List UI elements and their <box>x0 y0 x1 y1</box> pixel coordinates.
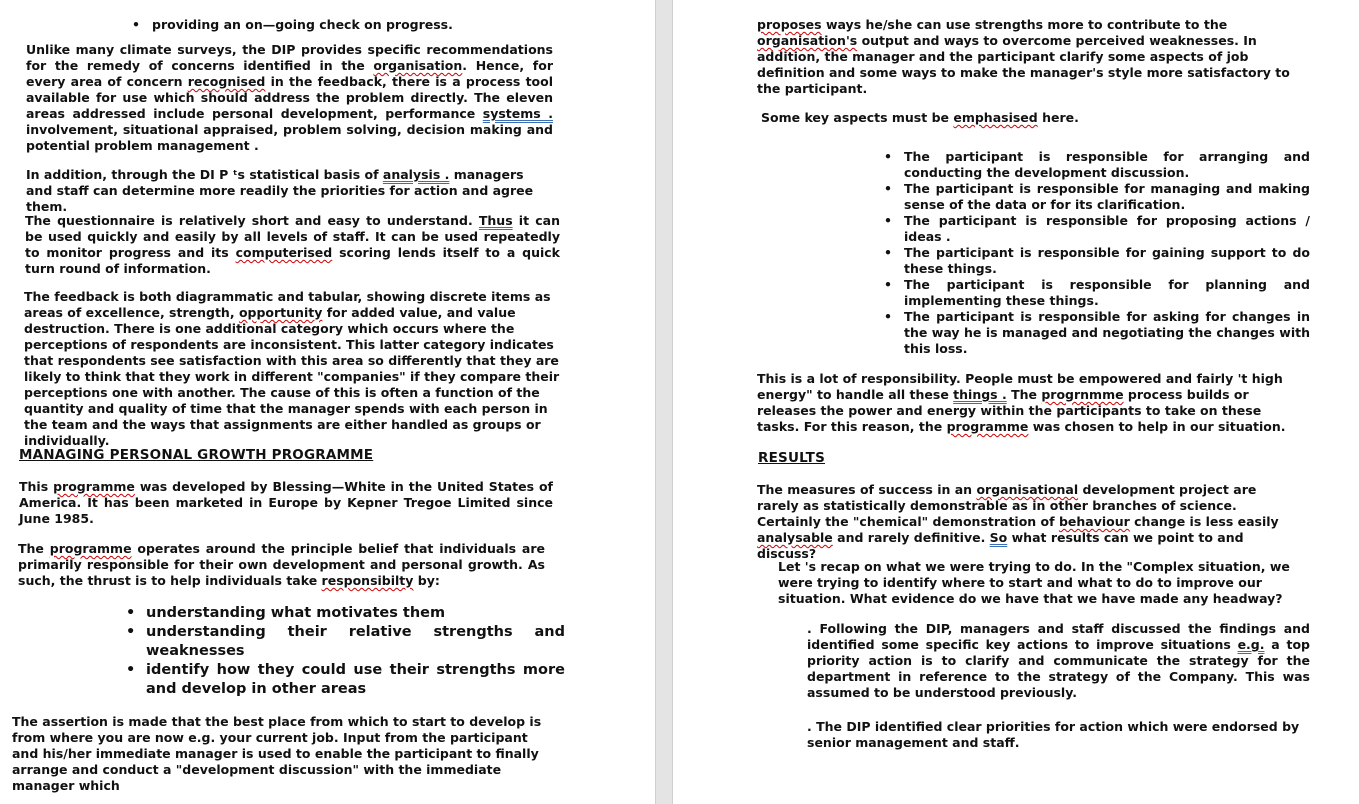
list-item: • understanding their relative strengths and weaknesses <box>124 623 565 661</box>
spell-error[interactable]: computerised <box>235 245 333 260</box>
list-item: • The participant is responsible for proposing actions / ideas . <box>882 213 1310 245</box>
spell-error[interactable]: behaviour <box>1058 514 1130 529</box>
list-item: • The participant is responsible for asking for changes in the way he is managed and negotiating the changes with this loss. <box>882 309 1310 357</box>
section-heading: MANAGING PERSONAL GROWTH PROGRAMME <box>19 447 374 463</box>
paragraph-statistical-basis: In addition, through the DI P ᵗs statistical basis of analysis . managers and staff can determine more readily the priorities for action and agree them. <box>26 167 534 214</box>
section-heading: RESULTS <box>758 450 826 466</box>
spell-error[interactable]: analysable <box>757 530 833 545</box>
paragraph-following-dip: . Following the DIP, managers and staff discussed the findings and identified some specific key actions to improve situations e.g. a top priority action is to clarify and communicate the strategy for the department in reference to the strategy of the Company. This was assumed to be understood previously. <box>807 621 1310 700</box>
grammar-mark[interactable]: So <box>989 530 1008 545</box>
list-item: • providing an on—going check on progress. <box>130 17 550 33</box>
paragraph-programme-history: This programme was developed by Blessing—White in the United States of America. It has been marketed in Europe by Kepner Tregoe Limited since June 1985. <box>19 479 553 526</box>
bullet-list-responsibility <box>124 604 565 699</box>
spell-error[interactable]: programme <box>53 479 135 494</box>
grammar-mark[interactable]: things . <box>953 387 1007 402</box>
paragraph-priorities: . The DIP identified clear priorities for action which were endorsed by senior management and staff. <box>807 719 1300 750</box>
list-item: • identify how they could use their strengths more and develop in other areas <box>124 661 565 699</box>
spell-error[interactable]: organisation's <box>757 33 858 48</box>
spell-error[interactable]: progrnmme <box>1041 387 1124 402</box>
spell-error[interactable]: organisational <box>976 482 1079 497</box>
paragraph-recap: Let 's recap on what we were trying to do. In the "Complex situation, we were trying to identify where to start and what to do to improve our situation. What evidence do we have that we have made any headway? <box>778 559 1290 606</box>
paragraph-proposes: proposes ways he/she can use strengths more to contribute to the organisation's output and ways to overcome perceived weaknesses. In addition, the manager and the participant clarify some aspects of job definition and some ways to make the manager's style more satisfactory to the participant. <box>757 17 1290 96</box>
paragraph-assertion: The assertion is made that the best place from which to start to develop is from where you are now e.g. your current job. Input from the participant and his/her immediate manager is used to enable the participant to finally arrange and conduct a "development discussion" with the immediate manager which <box>12 714 542 793</box>
spell-error[interactable]: organisation <box>373 58 463 73</box>
list-item: • The participant is responsible for planning and implementing these things. <box>882 277 1310 309</box>
bullet-list-top <box>130 17 550 33</box>
paragraph-responsibility: This is a lot of responsibility. People must be empowered and fairly 't high energy" to handle all these things . The progrnmme process builds or releases the power and energy within the participants to take on these tasks. For this reason, the programme was chosen to help in our situation. <box>757 371 1286 434</box>
grammar-mark[interactable]: Thus <box>478 213 513 228</box>
document-page-right <box>673 0 1359 804</box>
page-gutter <box>655 0 673 804</box>
paragraph-feedback: The feedback is both diagrammatic and tabular, showing discrete items as areas of excellence, strength, opportunity for added value, and value destruction. There is one additional category which occurs where the perceptions of respondents are inconsistent. This latter category indicates that respondents see satisfaction with this area so differently that they are likely to think that they work in different "companies" if they compare their perceptions one with another. The cause of this is often a function of the quantity and quality of time that the manager spends with each person in the team and the ways that assignments are either handled as groups or individually. <box>24 289 560 448</box>
bullet-list-participant <box>882 149 1310 357</box>
grammar-mark[interactable]: systems . <box>482 106 553 121</box>
spell-error[interactable]: proposes <box>757 17 822 32</box>
document-page-left <box>0 0 655 804</box>
grammar-mark[interactable]: analysis . <box>382 167 450 182</box>
spell-error[interactable]: opportunity <box>238 305 323 320</box>
list-item: • understanding what motivates them <box>124 604 565 623</box>
list-item: • The participant is responsible for arranging and conducting the development discussion. <box>882 149 1310 181</box>
paragraph-measures: The measures of success in an organisational development project are rarely as statistically demonstrable as in other branches of science. Certainly the "chemical" demonstration of behaviour change is less easily analysable and rarely definitive. So what results can we point to and discuss? <box>757 482 1279 561</box>
grammar-mark[interactable]: e.g. <box>1237 637 1265 652</box>
spell-error[interactable]: emphasised <box>953 110 1038 125</box>
list-item: • The participant is responsible for gaining support to do these things. <box>882 245 1310 277</box>
paragraph-key-aspects: Some key aspects must be emphasised here. <box>761 110 1079 125</box>
paragraph-programme-principle: The programme operates around the principle belief that individuals are primarily responsible for their own development and personal growth. As such, the thrust is to help individuals take responsibilty by: <box>18 541 545 588</box>
paragraph-questionnaire: The questionnaire is relatively short and easy to understand. Thus it can be used quickly and easily by all levels of staff. It can be used repeatedly to monitor progress and its computerised scoring lends itself to a quick turn round of information. <box>25 213 560 276</box>
list-item: • The participant is responsible for managing and making sense of the data or for its clarification. <box>882 181 1310 213</box>
paragraph-dip-recommendations: Unlike many climate surveys, the DIP provides specific recommendations for the remedy of concerns identified in the organisation. Hence, for every area of concern recognised in the feedback, there is a process tool available for use which should address the problem directly. The eleven areas addressed include personal development, performance systems . involvement, situational appraised, problem solving, decision making and potential problem management . <box>26 42 553 153</box>
spell-error[interactable]: recognised <box>187 74 266 89</box>
spell-error[interactable]: programme <box>49 541 132 556</box>
spell-error[interactable]: programme <box>946 419 1029 434</box>
spell-error[interactable]: responsibilty <box>321 573 414 588</box>
